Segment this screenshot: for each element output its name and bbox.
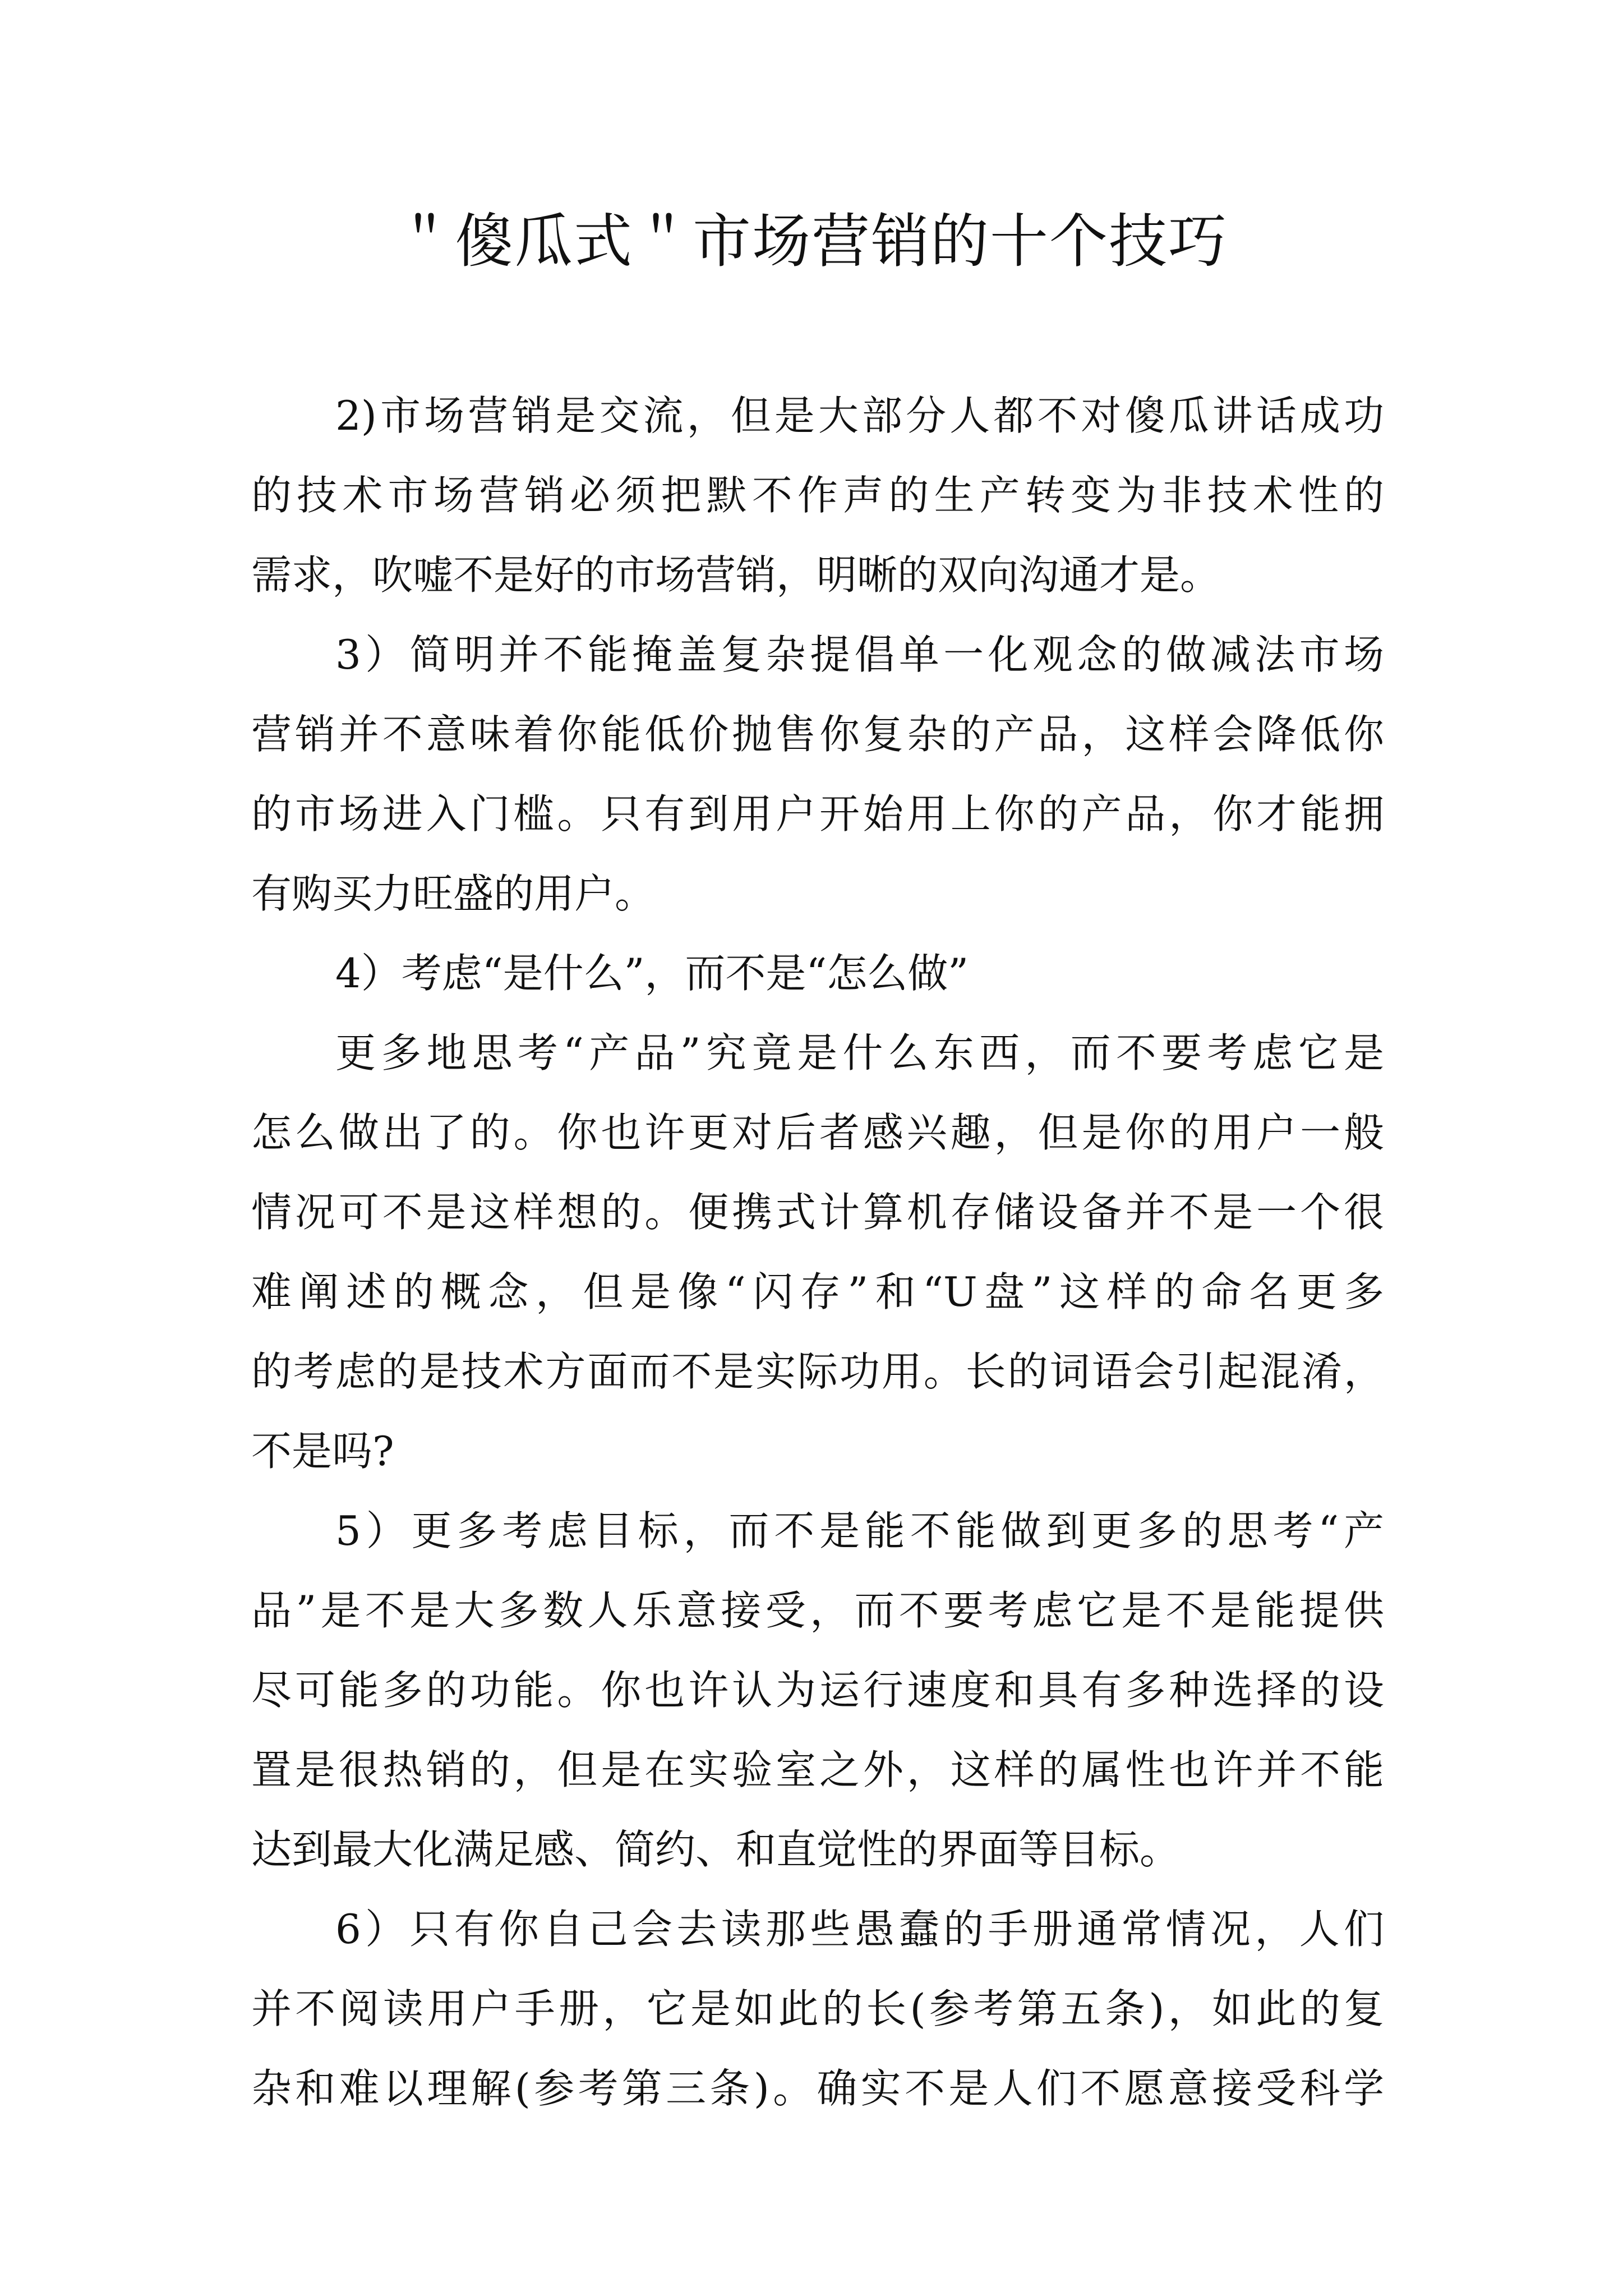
text-line: 的考虑的是技术方面而不是实际功用。长的词语会引起混淆， xyxy=(251,1348,1384,1395)
text-line: 5）更多考虑目标，而不是能不能做到更多的思考“产 xyxy=(335,1507,1384,1554)
text-line: 有购买力旺盛的用户。 xyxy=(251,870,656,917)
text-line: 的技术市场营销必须把默不作声的生产转变为非技术性的 xyxy=(251,472,1384,519)
text-line: 营销并不意味着你能低价抛售你复杂的产品，这样会降低你 xyxy=(251,711,1384,758)
text-line: 置是很热销的，但是在实验室之外，这样的属性也许并不能 xyxy=(251,1746,1384,1793)
text-line: 杂和难以理解(参考第三条)。确实不是人们不愿意接受科学 xyxy=(251,2065,1384,2112)
text-line: 难阐述的概念，但是像“闪存”和“U盘”这样的命名更多 xyxy=(251,1268,1384,1315)
paragraph-4-body xyxy=(251,1013,1384,1491)
text-line: 并不阅读用户手册，它是如此的长(参考第五条)，如此的复 xyxy=(251,1985,1384,2032)
paragraph-4-heading xyxy=(251,933,1384,1013)
text-line: 需求，吹嘘不是好的市场营销，明晰的双向沟通才是。 xyxy=(251,551,1221,599)
text-line: 更多地思考“产品”究竟是什么东西，而不要考虑它是 xyxy=(335,1029,1384,1076)
paragraph-2 xyxy=(251,376,1384,615)
text-line: 4）考虑“是什么”，而不是“怎么做” xyxy=(335,950,969,997)
text-line: 情况可不是这样想的。便携式计算机存储设备并不是一个很 xyxy=(251,1189,1384,1236)
text-line: 不是吗? xyxy=(251,1428,394,1475)
paragraph-6 xyxy=(251,1889,1384,2128)
text-line: 6）只有你自己会去读那些愚蠢的手册通常情况，人们 xyxy=(335,1906,1384,1953)
text-line: 达到最大化满足感、简约、和直觉性的界面等目标。 xyxy=(251,1826,1181,1873)
text-line: 品”是不是大多数人乐意接受，而不要考虑它是不是能提供 xyxy=(251,1587,1384,1634)
paragraph-5 xyxy=(251,1491,1384,1889)
text-line: 的市场进入门槛。只有到用户开始用上你的产品，你才能拥 xyxy=(251,790,1384,838)
page-title: ＂傻瓜式＂市场营销的十个技巧 xyxy=(395,207,1228,275)
text-line: 2)市场营销是交流，但是大部分人都不对傻瓜讲话成功 xyxy=(335,392,1384,439)
text-line: 3）简明并不能掩盖复杂提倡单一化观念的做减法市场 xyxy=(335,631,1384,678)
text-line: 尽可能多的功能。你也许认为运行速度和具有多种选择的设 xyxy=(251,1667,1384,1714)
text-line: 怎么做出了的。你也许更对后者感兴趣，但是你的用户一般 xyxy=(251,1109,1384,1156)
document-body xyxy=(251,376,1384,2128)
paragraph-3 xyxy=(251,615,1384,933)
